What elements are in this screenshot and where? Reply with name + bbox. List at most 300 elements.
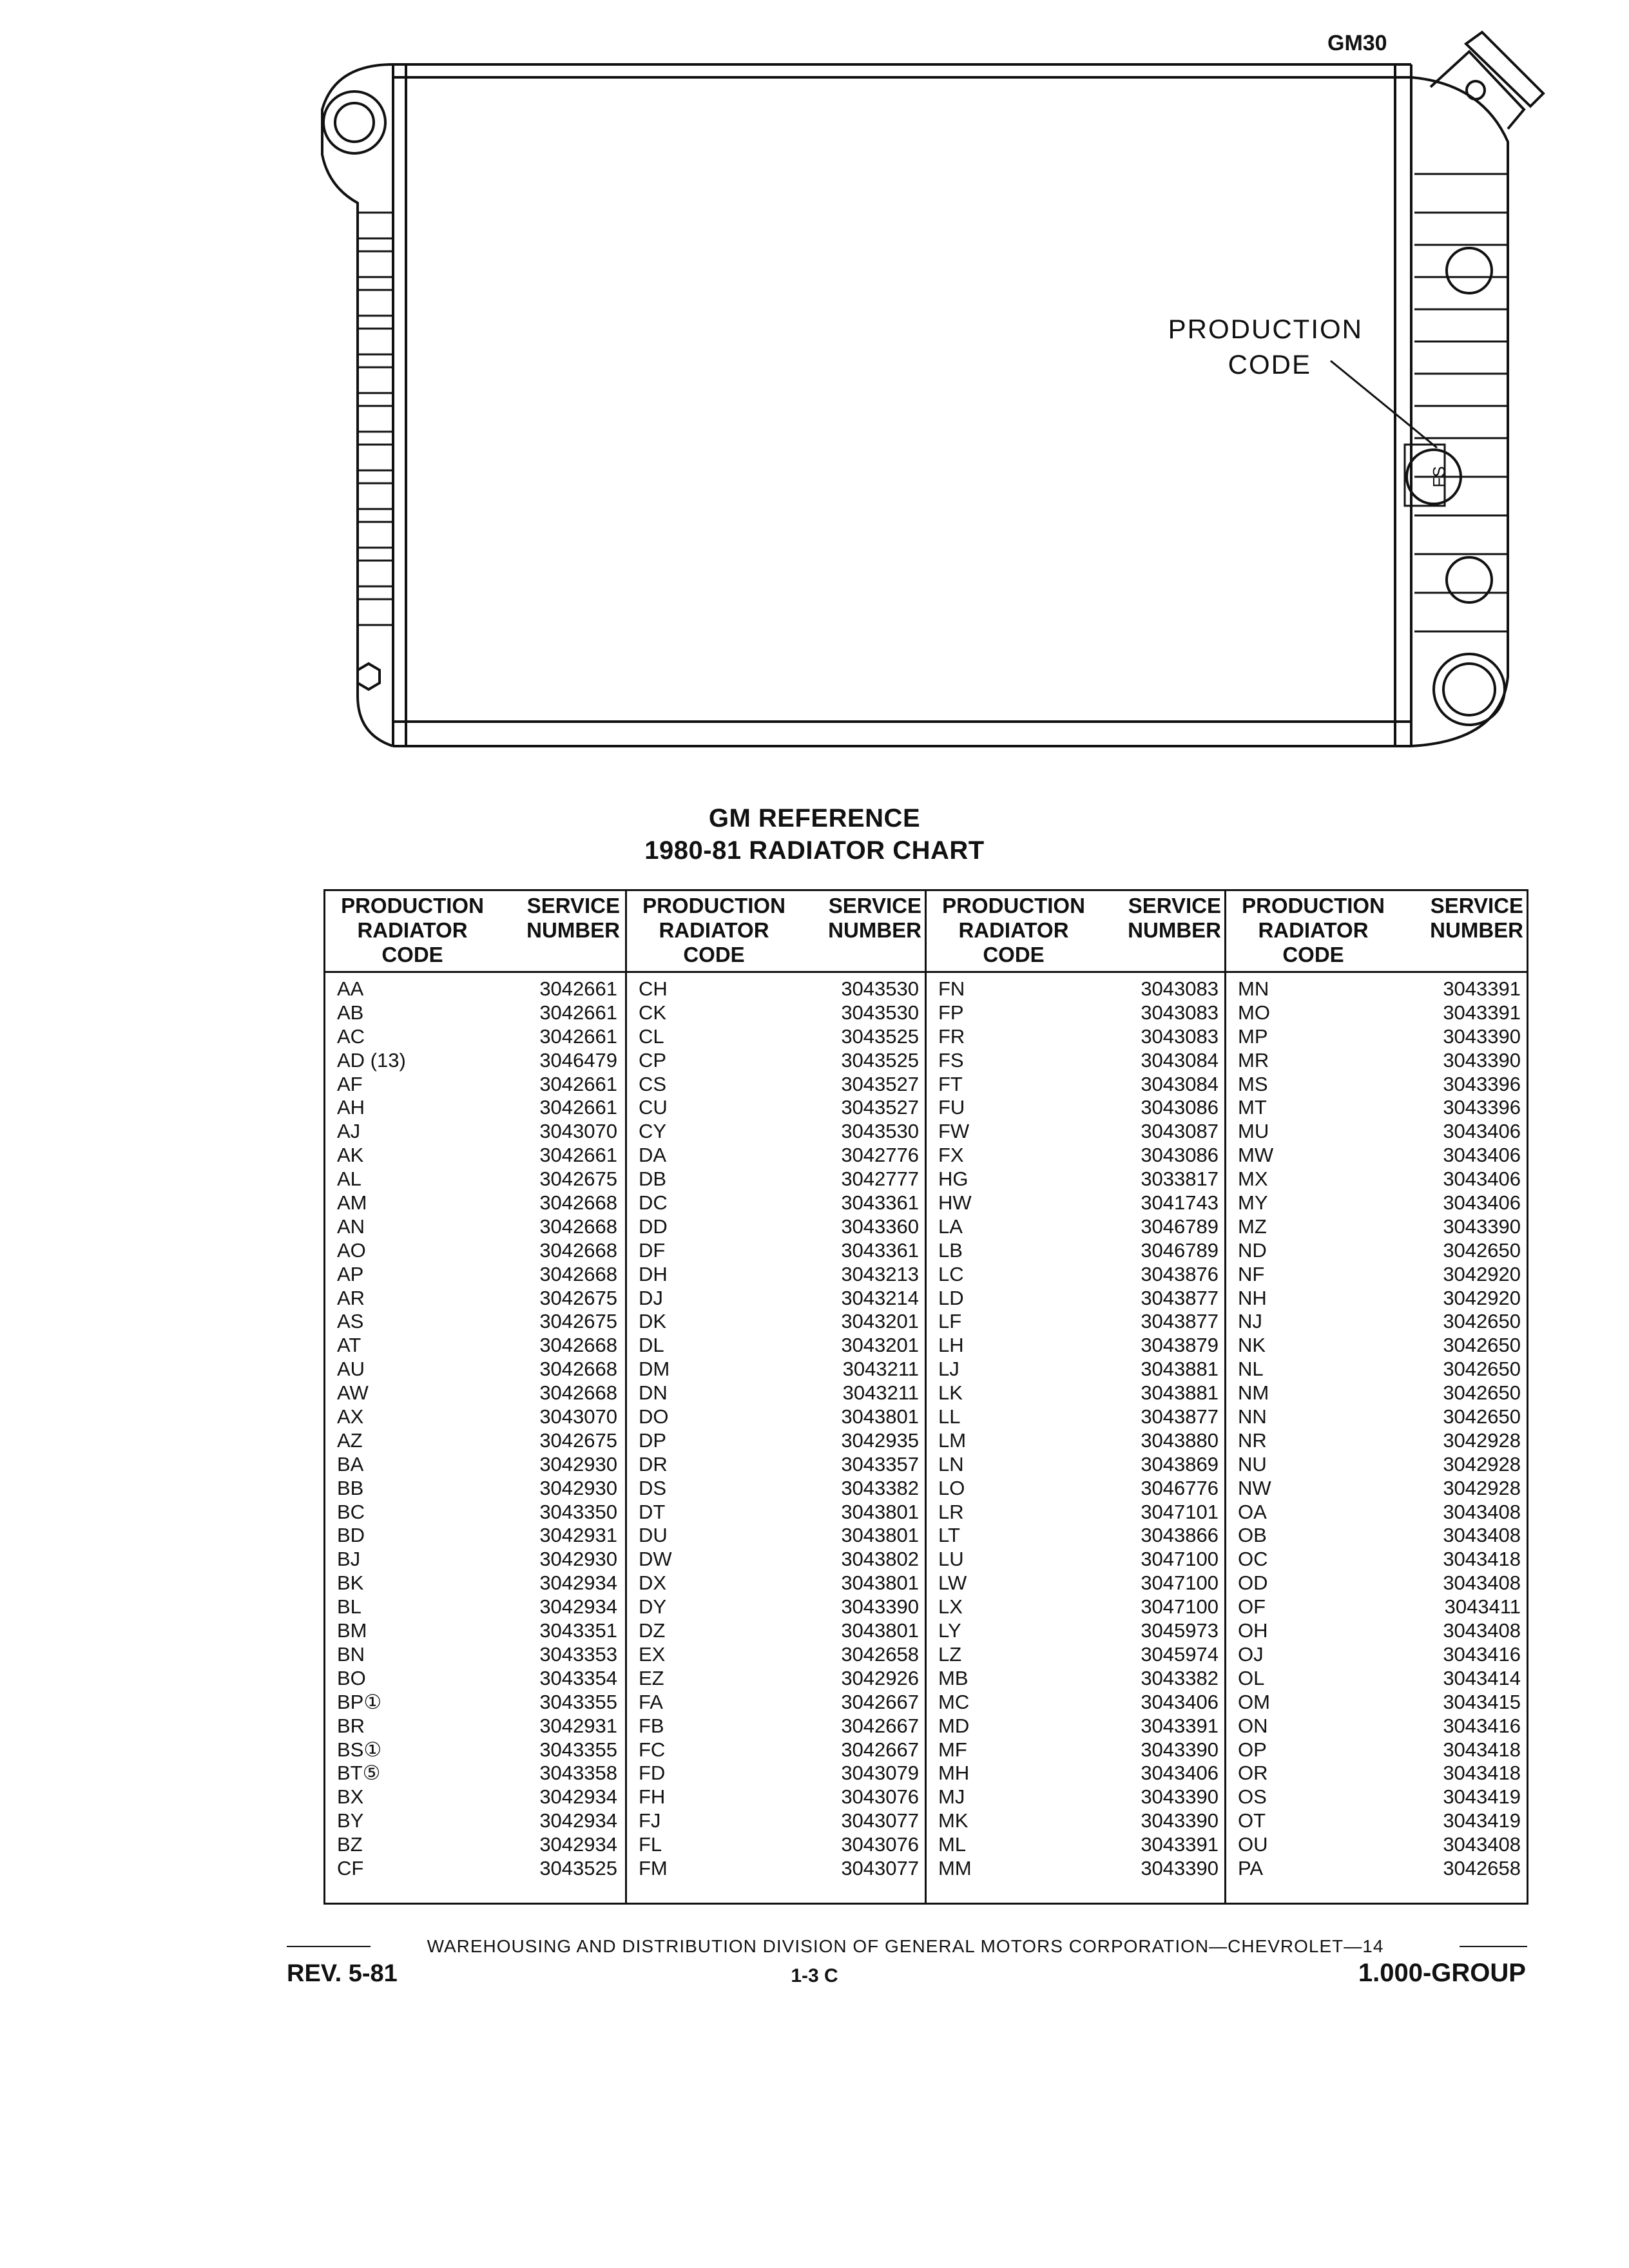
service-number-cell: 3043077: [841, 1809, 919, 1832]
table-row: [627, 1833, 927, 1857]
table-row: [627, 1643, 927, 1667]
production-code-cell: FD: [639, 1762, 666, 1785]
service-number-cell: 3042667: [841, 1738, 919, 1761]
table-row: [325, 1215, 625, 1239]
table-row: [927, 1239, 1226, 1263]
production-code-cell: BN: [337, 1642, 365, 1666]
service-number-cell: 3042934: [539, 1785, 617, 1809]
production-code-cell: FH: [639, 1785, 666, 1809]
table-row: [1226, 1501, 1528, 1524]
service-number-cell: 3043390: [1443, 1048, 1521, 1072]
service-number-cell: 3043353: [539, 1642, 617, 1666]
production-code-cell: DC: [639, 1191, 668, 1215]
service-number-cell: 3043201: [841, 1334, 919, 1357]
production-code-cell: BX: [337, 1785, 364, 1809]
table-row: [325, 1025, 625, 1049]
production-code-cell: LK: [938, 1381, 963, 1405]
table-row: [927, 1453, 1226, 1477]
production-code-cell: AA: [337, 977, 364, 1000]
table-row: [627, 1239, 927, 1263]
service-number-cell: 3043530: [841, 977, 919, 1000]
group-number: 1.000-GROUP: [1358, 1959, 1526, 1987]
production-code-cell: LH: [938, 1334, 964, 1357]
production-code-cell: DT: [639, 1500, 666, 1523]
service-number-cell: 3042650: [1443, 1310, 1521, 1333]
service-number-cell: 3042668: [539, 1358, 617, 1381]
production-code-cell: OR: [1238, 1762, 1268, 1785]
table-row: [627, 1310, 927, 1334]
service-number-header: [828, 894, 921, 943]
table-row: [325, 1643, 625, 1667]
table-row: [627, 1168, 927, 1191]
production-code-cell: AP: [337, 1262, 364, 1285]
service-number-header: [1430, 894, 1523, 943]
production-code-cell: MS: [1238, 1072, 1268, 1095]
service-number-cell: 3043881: [1141, 1381, 1219, 1405]
table-row: [627, 1334, 927, 1358]
service-number-cell: 3047101: [1141, 1500, 1219, 1523]
service-number-cell: 3042667: [841, 1690, 919, 1713]
production-code-cell: OB: [1238, 1524, 1267, 1547]
table-row: [1226, 1381, 1528, 1405]
service-number-cell: 3043355: [539, 1738, 617, 1761]
service-number-cell: 3042934: [539, 1809, 617, 1832]
production-code-cell: AS: [337, 1310, 364, 1333]
production-code-cell: OS: [1238, 1785, 1267, 1809]
production-code-cell: MP: [1238, 1024, 1268, 1048]
table-row: [927, 1096, 1226, 1120]
production-code-cell: FP: [938, 1001, 964, 1024]
table-row: [627, 1857, 927, 1881]
table-row: [927, 1785, 1226, 1809]
production-code-cell: MU: [1238, 1120, 1269, 1143]
service-number-cell: 3042668: [539, 1215, 617, 1238]
production-code-cell: BS①: [337, 1738, 382, 1761]
table-row: [627, 1073, 927, 1097]
service-number-cell: 3042930: [539, 1476, 617, 1499]
table-row: [927, 1643, 1226, 1667]
table-row: [325, 1595, 625, 1619]
service-number-cell: 3043079: [841, 1762, 919, 1785]
revision-date: REV. 5-81: [287, 1960, 398, 1987]
header-text: PRODUCTION: [942, 894, 1085, 918]
table-row: [927, 1619, 1226, 1643]
table-row: [627, 1595, 927, 1619]
service-number-cell: 3045974: [1141, 1642, 1219, 1666]
service-number-cell: 3043530: [841, 1120, 919, 1143]
table-row: [1226, 1358, 1528, 1381]
service-number-cell: 3043525: [841, 1048, 919, 1072]
production-code-cell: AR: [337, 1286, 365, 1309]
service-number-cell: 3043211: [842, 1381, 919, 1405]
header-text: RADIATOR: [357, 918, 468, 942]
production-code-cell: CP: [639, 1048, 667, 1072]
service-number-cell: 3043414: [1443, 1666, 1521, 1689]
service-number-cell: 3047100: [1141, 1571, 1219, 1595]
table-row: [927, 1334, 1226, 1358]
production-code-cell: FB: [639, 1714, 664, 1737]
table-row: [325, 1619, 625, 1643]
service-number-cell: 3043354: [539, 1666, 617, 1689]
header-text: NUMBER: [526, 918, 620, 942]
table-header: [1226, 891, 1528, 973]
table-row: [325, 1691, 625, 1715]
production-code-cell: FR: [938, 1024, 965, 1048]
table-header: [927, 891, 1226, 973]
service-number-cell: 3043361: [841, 1191, 919, 1215]
service-number-cell: 3043415: [1443, 1690, 1521, 1713]
service-number-cell: 3043406: [1443, 1191, 1521, 1215]
service-number-cell: 3042931: [539, 1714, 617, 1737]
table-row: [927, 1025, 1226, 1049]
production-code-cell: DK: [639, 1310, 667, 1333]
service-number-cell: 3042661: [539, 1024, 617, 1048]
table-row: [627, 1667, 927, 1691]
table-row: [1226, 1120, 1528, 1144]
production-code-cell: AJ: [337, 1120, 361, 1143]
service-number-cell: 3042928: [1443, 1452, 1521, 1475]
production-code-cell: AB: [337, 1001, 364, 1024]
header-text: NUMBER: [1128, 918, 1221, 942]
production-code-cell: OU: [1238, 1833, 1268, 1856]
service-number-cell: 3043801: [841, 1405, 919, 1428]
production-code-cell: DJ: [639, 1286, 663, 1309]
table-row: [627, 977, 927, 1001]
table-row: [1226, 1429, 1528, 1453]
service-number-cell: 3042661: [539, 1001, 617, 1024]
table-row: [325, 1477, 625, 1501]
service-number-cell: 3043877: [1141, 1310, 1219, 1333]
production-code-cell: FM: [639, 1856, 668, 1879]
service-number-cell: 3046789: [1141, 1215, 1219, 1238]
service-number-cell: 3043406: [1443, 1144, 1521, 1167]
table-row: [325, 1096, 625, 1120]
table-row: [627, 1809, 927, 1833]
production-code-cell: NR: [1238, 1428, 1267, 1452]
production-code-cell: BL: [337, 1595, 361, 1619]
service-number-cell: 3043418: [1443, 1738, 1521, 1761]
table-row: [927, 1358, 1226, 1381]
production-code-cell: MJ: [938, 1785, 965, 1809]
production-code-cell: LN: [938, 1452, 964, 1475]
table-row: [927, 1120, 1226, 1144]
table-row: [1226, 1001, 1528, 1025]
service-number-cell: 3043801: [841, 1571, 919, 1595]
production-code-cell: DN: [639, 1381, 668, 1405]
production-code-cell: NL: [1238, 1358, 1264, 1381]
table-row: [1226, 1571, 1528, 1595]
service-number-cell: 3046789: [1141, 1238, 1219, 1262]
production-code-cell: CK: [639, 1001, 667, 1024]
footer-division: WAREHOUSING AND DISTRIBUTION DIVISION OF GENERAL MOTORS CORPORATION—CHEVROLET—14: [427, 1936, 1384, 1956]
table-row: [325, 1358, 625, 1381]
production-code-cell: BM: [337, 1619, 367, 1642]
service-number-cell: 3043406: [1141, 1762, 1219, 1785]
service-number-cell: 3042650: [1443, 1358, 1521, 1381]
table-row: [627, 1715, 927, 1738]
header-text: SERVICE: [526, 894, 620, 918]
service-number-cell: 3042661: [539, 1096, 617, 1119]
table-row: [927, 1287, 1226, 1311]
table-row: [1226, 1287, 1528, 1311]
production-code-cell: CL: [639, 1024, 664, 1048]
production-code-cell: LJ: [938, 1358, 959, 1381]
table-row: [927, 1049, 1226, 1073]
service-number-cell: 3042934: [539, 1833, 617, 1856]
service-number-cell: 3043382: [1141, 1666, 1219, 1689]
table-row: [927, 1595, 1226, 1619]
production-code-cell: DZ: [639, 1619, 666, 1642]
table-row: [1226, 1667, 1528, 1691]
service-number-cell: 3043406: [1443, 1168, 1521, 1191]
table-row: [325, 1785, 625, 1809]
table-row: [627, 1358, 927, 1381]
service-number-cell: 3043416: [1443, 1642, 1521, 1666]
table-row: [927, 1168, 1226, 1191]
production-code-cell: BY: [337, 1809, 364, 1832]
production-code-cell: OM: [1238, 1690, 1270, 1713]
production-code-cell: OA: [1238, 1500, 1267, 1523]
service-number-cell: 3043083: [1141, 1024, 1219, 1048]
table-row: [627, 1785, 927, 1809]
service-number-cell: 3043530: [841, 1001, 919, 1024]
service-number-cell: 3043525: [841, 1024, 919, 1048]
table-row: [325, 1263, 625, 1287]
production-code-cell: AW: [337, 1381, 369, 1405]
table-row: [1226, 1334, 1528, 1358]
production-code-cell: MN: [1238, 977, 1269, 1000]
table-row: [627, 1501, 927, 1524]
chart-title-line2: 1980-81 RADIATOR CHART: [644, 836, 985, 865]
table-row: [325, 1809, 625, 1833]
table-column-group: [925, 891, 1226, 1903]
production-code-cell: FX: [938, 1144, 964, 1167]
table-row: [627, 1477, 927, 1501]
production-code-cell: LL: [938, 1405, 961, 1428]
header-text: PRODUCTION: [1242, 894, 1385, 918]
production-code-cell: MK: [938, 1809, 969, 1832]
service-number-cell: 3043527: [841, 1072, 919, 1095]
table-row: [325, 1381, 625, 1405]
table-row: [927, 1263, 1226, 1287]
service-number-cell: 3043390: [841, 1595, 919, 1619]
table-row: [1226, 1857, 1528, 1881]
service-number-cell: 3043881: [1141, 1358, 1219, 1381]
service-number-cell: 3042920: [1443, 1262, 1521, 1285]
service-number-cell: 3045973: [1141, 1619, 1219, 1642]
header-text: RADIATOR: [1258, 918, 1369, 942]
production-code-cell: BB: [337, 1476, 364, 1499]
service-number-cell: 3043086: [1141, 1144, 1219, 1167]
table-row: [1226, 1643, 1528, 1667]
production-code-cell: OH: [1238, 1619, 1268, 1642]
service-number-cell: 3043358: [539, 1762, 617, 1785]
production-code-cell: LU: [938, 1548, 964, 1571]
table-row: [927, 1809, 1226, 1833]
service-number-cell: 3043391: [1443, 1001, 1521, 1024]
service-number-cell: 3042650: [1443, 1238, 1521, 1262]
table-row: [325, 1571, 625, 1595]
service-number-cell: 3041743: [1141, 1191, 1219, 1215]
table-row: [1226, 1833, 1528, 1857]
table-row: [1226, 977, 1528, 1001]
service-number-cell: 3043390: [1443, 1215, 1521, 1238]
service-number-cell: 3043360: [841, 1215, 919, 1238]
table-row: [927, 1001, 1226, 1025]
production-code-cell: CU: [639, 1096, 668, 1119]
production-code-header: [627, 894, 801, 967]
table-row: [927, 1381, 1226, 1405]
service-number-cell: 3042930: [539, 1452, 617, 1475]
production-code-cell: PA: [1238, 1856, 1264, 1879]
production-code-cell: LT: [938, 1524, 960, 1547]
service-number-cell: 3043357: [841, 1452, 919, 1475]
service-number-cell: 3043411: [1444, 1595, 1521, 1619]
table-row: [1226, 1073, 1528, 1097]
table-row: [1226, 1785, 1528, 1809]
production-code-cell: FC: [639, 1738, 666, 1761]
production-code-cell: MO: [1238, 1001, 1270, 1024]
production-code-cell: DS: [639, 1476, 667, 1499]
service-number-cell: 3046776: [1141, 1476, 1219, 1499]
production-code-header: [325, 894, 499, 967]
header-text: RADIATOR: [659, 918, 769, 942]
table-row: [1226, 1239, 1528, 1263]
table-row: [627, 1405, 927, 1429]
service-number-cell: 3042776: [841, 1144, 919, 1167]
production-code-cell: BK: [337, 1571, 364, 1595]
table-row: [1226, 1738, 1528, 1762]
service-number-cell: 3043408: [1443, 1833, 1521, 1856]
production-code-cell: MT: [1238, 1096, 1267, 1119]
production-code-cell: OT: [1238, 1809, 1266, 1832]
table-row: [325, 977, 625, 1001]
production-code-cell: LW: [938, 1571, 967, 1595]
production-code-cell: LF: [938, 1310, 962, 1333]
service-number-cell: 3042650: [1443, 1334, 1521, 1357]
production-code-cell: LX: [938, 1595, 963, 1619]
production-code-cell: NW: [1238, 1476, 1271, 1499]
service-number-cell: 3042930: [539, 1548, 617, 1571]
table-row: [627, 1191, 927, 1215]
service-number-cell: 3043390: [1141, 1785, 1219, 1809]
service-number-cell: 3043408: [1443, 1619, 1521, 1642]
production-code-cell: CS: [639, 1072, 667, 1095]
service-number-cell: 3042658: [1443, 1856, 1521, 1879]
table-row: [627, 1524, 927, 1548]
production-code-cell: AM: [337, 1191, 367, 1215]
production-code-callout: PRODUCTION: [1168, 314, 1363, 344]
table-row: [325, 1501, 625, 1524]
production-code-cell: FJ: [639, 1809, 661, 1832]
production-code-cell: LY: [938, 1619, 961, 1642]
production-code-cell: DH: [639, 1262, 668, 1285]
service-number-cell: 3042668: [539, 1262, 617, 1285]
chart-title-line1: GM REFERENCE: [708, 804, 921, 832]
table-row: [1226, 1715, 1528, 1738]
service-number-cell: 3043083: [1141, 1001, 1219, 1024]
production-code-cell: LD: [938, 1286, 964, 1309]
service-number-cell: 3043525: [539, 1856, 617, 1879]
header-text: CODE: [683, 943, 745, 966]
production-code-cell: AC: [337, 1024, 365, 1048]
model-label: GM30: [1327, 31, 1387, 55]
table-row: [927, 1738, 1226, 1762]
table-row: [1226, 1049, 1528, 1073]
production-code-cell: MM: [938, 1856, 972, 1879]
production-code-cell: BD: [337, 1524, 365, 1547]
service-number-cell: 3042926: [841, 1666, 919, 1689]
service-number-cell: 3043406: [1141, 1690, 1219, 1713]
table-row: [1226, 1619, 1528, 1643]
header-text: PRODUCTION: [341, 894, 484, 918]
page-number: 1-3 C: [791, 1965, 838, 1986]
service-number-cell: 3043077: [841, 1856, 919, 1879]
production-code-cell: DP: [639, 1428, 667, 1452]
production-code-cell: LC: [938, 1262, 964, 1285]
service-number-cell: 3043076: [841, 1833, 919, 1856]
production-code-cell: FN: [938, 977, 965, 1000]
header-text: SERVICE: [828, 894, 921, 918]
production-code-cell: AN: [337, 1215, 365, 1238]
production-code-cell: AL: [337, 1168, 361, 1191]
production-code-cell: DM: [639, 1358, 670, 1381]
header-text: CODE: [381, 943, 443, 966]
service-number-cell: 3043527: [841, 1096, 919, 1119]
service-number-cell: 3043419: [1443, 1809, 1521, 1832]
table-column-group: [625, 891, 927, 1903]
service-number-cell: 3047100: [1141, 1595, 1219, 1619]
production-code-cell: MH: [938, 1762, 970, 1785]
production-code-cell: LO: [938, 1476, 965, 1499]
table-row: [1226, 1263, 1528, 1287]
table-row: [1226, 1168, 1528, 1191]
service-number-cell: 3043802: [841, 1548, 919, 1571]
service-number-cell: 3042935: [841, 1428, 919, 1452]
service-number-cell: 3043408: [1443, 1524, 1521, 1547]
production-code-cell: OL: [1238, 1666, 1265, 1689]
table-row: [1226, 1144, 1528, 1168]
production-code-cell: DR: [639, 1452, 668, 1475]
service-number-cell: 3042668: [539, 1381, 617, 1405]
table-row: [627, 1096, 927, 1120]
production-code-cell: LM: [938, 1428, 967, 1452]
table-row: [627, 1738, 927, 1762]
table-row: [325, 1715, 625, 1738]
production-code-cell: DO: [639, 1405, 669, 1428]
service-number-cell: 3043408: [1443, 1571, 1521, 1595]
table-row: [325, 1073, 625, 1097]
table-row: [927, 1191, 1226, 1215]
production-code-cell: MY: [1238, 1191, 1268, 1215]
production-code-cell: BR: [337, 1714, 365, 1737]
production-code-cell: AU: [337, 1358, 365, 1381]
table-header: [325, 891, 625, 973]
production-code-cell: FT: [938, 1072, 963, 1095]
production-code-cell: MC: [938, 1690, 970, 1713]
table-row: [325, 1524, 625, 1548]
table-row: [325, 1738, 625, 1762]
table-row: [1226, 1310, 1528, 1334]
table-row: [325, 1310, 625, 1334]
production-code-cell: BJ: [337, 1548, 361, 1571]
production-code-cell: NN: [1238, 1405, 1267, 1428]
production-code-cell: HG: [938, 1168, 969, 1191]
table-row: [627, 1049, 927, 1073]
table-row: [1226, 1096, 1528, 1120]
table-row: [325, 1144, 625, 1168]
table-row: [325, 1168, 625, 1191]
